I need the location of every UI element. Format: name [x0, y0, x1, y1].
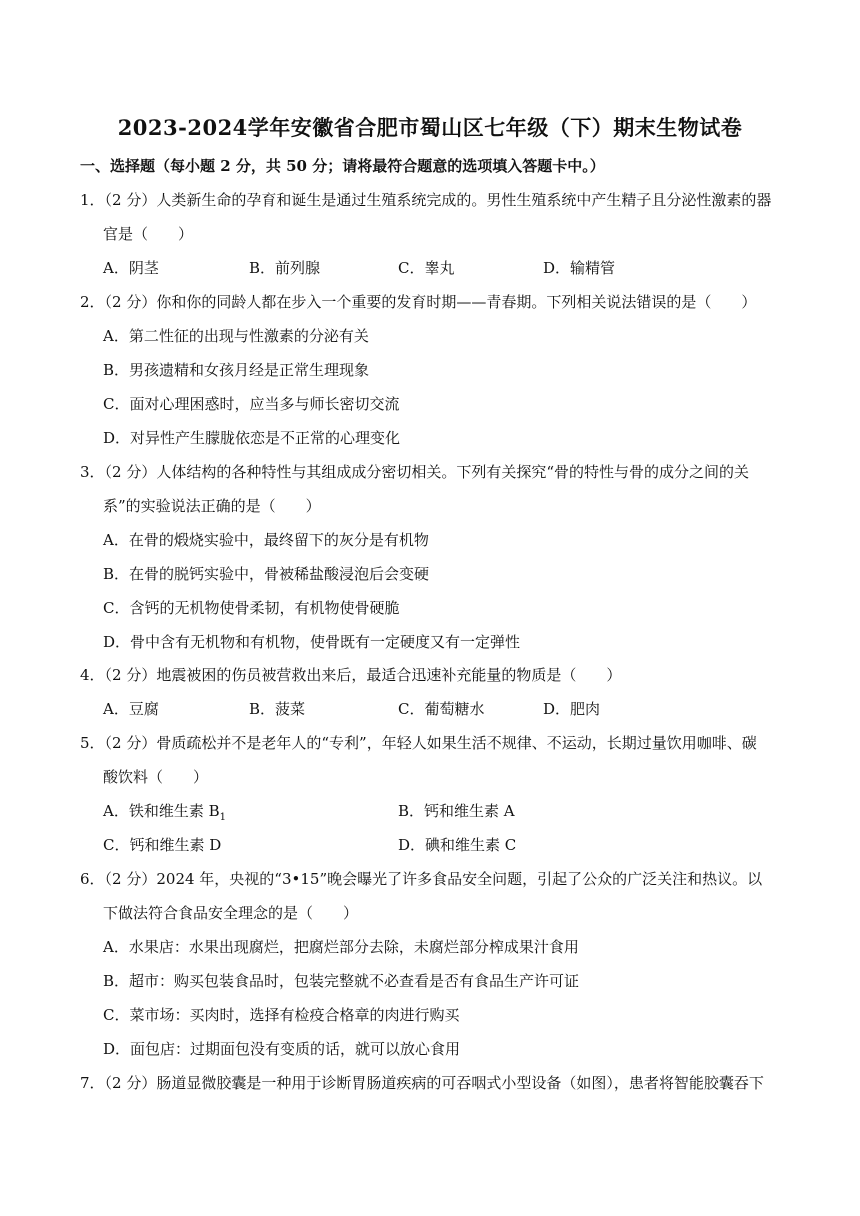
q3-option-a[interactable]: A．在骨的煅烧实验中，最终留下的灰分是有机物 [103, 531, 429, 549]
q5-stem-line1: 5．（2 分）骨质疏松并不是老年人的“专利”，年轻人如果生活不规律、不运动，长期过量饮用咖啡、碳 [80, 734, 757, 752]
q1-option-d[interactable]: D．输精管 [543, 259, 616, 277]
q5-stem-line2: 酸饮料（ ） [103, 768, 209, 786]
q1-option-b[interactable]: B．前列腺 [249, 259, 321, 277]
q4-option-b[interactable]: B．菠菜 [249, 700, 306, 718]
q1-option-a[interactable]: A．阴茎 [103, 259, 159, 277]
q5-option-a-text: A．铁和维生素 B [103, 802, 220, 820]
q3-option-b[interactable]: B．在骨的脱钙实验中，骨被稀盐酸浸泡后会变硬 [103, 565, 430, 583]
q4-stem-line1: 4．（2 分）地震被困的伤员被营救出来后，最适合迅速补充能量的物质是（ ） [80, 666, 622, 684]
q6-option-b[interactable]: B．超市：购买包装食品时，包装完整就不必查看是否有食品生产许可证 [103, 972, 580, 990]
q3-stem-line1: 3．（2 分）人体结构的各种特性与其组成成分密切相关。下列有关探究“骨的特性与骨的成分之间的关 [80, 463, 750, 481]
q6-option-c[interactable]: C．菜市场：买肉时，选择有检疫合格章的肉进行购买 [103, 1006, 460, 1024]
q6-stem-line1: 6．（2 分）2024 年，央视的“3•15”晚会曝光了许多食品安全问题，引起了公众的广泛关注和热议。以 [80, 870, 763, 888]
q4-option-d[interactable]: D．肥肉 [543, 700, 601, 718]
section-heading: 一、选择题（每小题 2 分，共 50 分；请将最符合题意的选项填入答题卡中。） [80, 157, 605, 175]
q2-option-b[interactable]: B．男孩遗精和女孩月经是正常生理现象 [103, 361, 370, 379]
q5-option-d[interactable]: D．碘和维生素 C [398, 836, 517, 854]
q6-stem-line2: 下做法符合食品安全理念的是（ ） [103, 904, 359, 922]
q5-option-a-subscript: 1 [219, 812, 226, 823]
q1-option-c[interactable]: C．睾丸 [398, 259, 455, 277]
q4-option-c[interactable]: C．葡萄糖水 [398, 700, 485, 718]
q2-option-d[interactable]: D．对异性产生朦胧依恋是不正常的心理变化 [103, 429, 401, 447]
q3-option-d[interactable]: D．骨中含有无机物和有机物，使骨既有一定硬度又有一定弹性 [103, 633, 521, 651]
q3-option-c[interactable]: C．含钙的无机物使骨柔韧，有机物使骨硬脆 [103, 599, 400, 617]
q5-option-b[interactable]: B．钙和维生素 A [398, 802, 515, 820]
q6-option-a[interactable]: A．水果店：水果出现腐烂，把腐烂部分去除，未腐烂部分榨成果汁食用 [103, 938, 579, 956]
q5-option-c[interactable]: C．钙和维生素 D [103, 836, 222, 854]
q2-option-a[interactable]: A．第二性征的出现与性激素的分泌有关 [103, 327, 369, 345]
exam-title: 2023-2024学年安徽省合肥市蜀山区七年级（下）期末生物试卷 [117, 115, 743, 140]
q4-option-a[interactable]: A．豆腐 [103, 700, 159, 718]
q2-stem-line1: 2．（2 分）你和你的同龄人都在步入一个重要的发育时期——青春期。下列相关说法错误的是（ ） [80, 293, 757, 311]
q2-option-c[interactable]: C．面对心理困惑时，应当多与师长密切交流 [103, 395, 400, 413]
q5-option-a[interactable] [103, 800, 226, 823]
q6-option-d[interactable]: D．面包店：过期面包没有变质的话，就可以放心食用 [103, 1040, 461, 1058]
q3-stem-line2: 系”的实验说法正确的是（ ） [103, 497, 321, 515]
q7-stem-line1: 7．（2 分）肠道显微胶囊是一种用于诊断胃肠道疾病的可吞咽式小型设备（如图），患者将智能胶囊吞下 [80, 1074, 764, 1092]
q1-stem-line2: 官是（ ） [103, 225, 194, 243]
q1-stem-line1: 1．（2 分）人类新生命的孕育和诞生是通过生殖系统完成的。男性生殖系统中产生精子且分泌性激素的器 [80, 191, 772, 209]
